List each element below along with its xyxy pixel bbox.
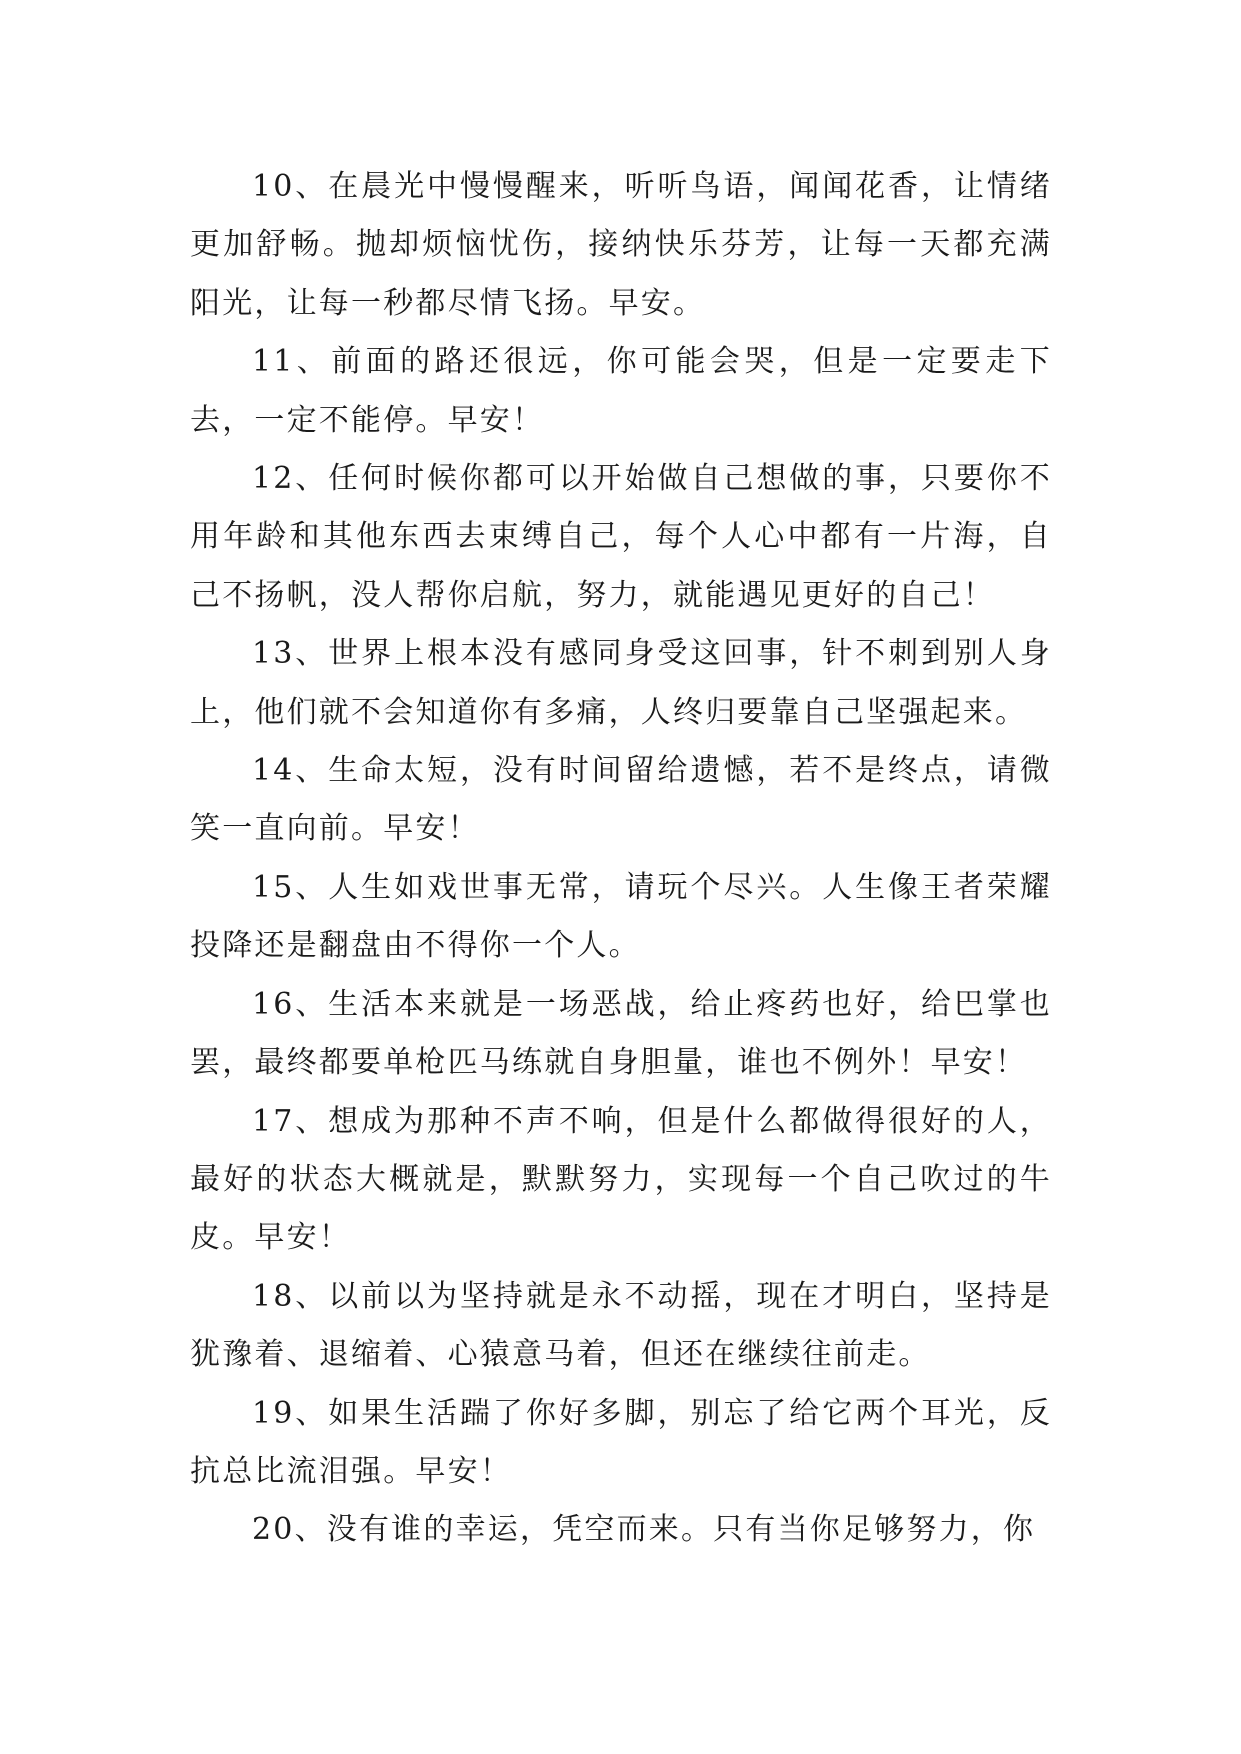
paragraph-11: 11、前面的路还很远，你可能会哭，但是一定要走下去，一定不能停。早安！ xyxy=(190,344,1052,438)
paragraph-14: 14、生命太短，没有时间留给遗憾，若不是终点，请微笑一直向前。早安！ xyxy=(190,753,1052,847)
paragraph-10: 10、在晨光中慢慢醒来，听听鸟语，闻闻花香，让情绪更加舒畅。抛却烦恼忧伤，接纳快乐芬芳，让每一天都充满阳光，让每一秒都尽情飞扬。早安。 xyxy=(190,169,1052,321)
paragraph-12: 12、任何时候你都可以开始做自己想做的事，只要你不用年龄和其他东西去束缚自己，每个人心中都有一片海，自己不扬帆，没人帮你启航，努力，就能遇见更好的自己！ xyxy=(190,461,1052,613)
paragraph-15: 15、人生如戏世事无常，请玩个尽兴。人生像王者荣耀投降还是翻盘由不得你一个人。 xyxy=(190,869,1052,964)
paragraph-20: 20、没有谁的幸运，凭空而来。只有当你足够努力，你 xyxy=(252,1512,1036,1548)
paragraph-19: 19、如果生活踹了你好多脚，别忘了给它两个耳光，反抗总比流泪强。早安！ xyxy=(190,1395,1052,1489)
paragraph-13: 13、世界上根本没有感同身受这回事，针不刺到别人身上，他们就不会知道你有多痛，人终归要靠自己坚强起来。 xyxy=(190,636,1052,730)
paragraph-16: 16、生活本来就是一场恶战，给止疼药也好，给巴掌也罢，最终都要单枪匹马练就自身胆量，谁也不例外！早安！ xyxy=(190,986,1052,1081)
document-body xyxy=(190,158,1052,1560)
paragraph-17: 17、想成为那种不声不响，但是什么都做得很好的人，最好的状态大概就是，默默努力，实现每一个自己吹过的牛皮。早安！ xyxy=(190,1103,1052,1256)
paragraph-18: 18、以前以为坚持就是永不动摇，现在才明白，坚持是犹豫着、退缩着、心猿意马着，但还在继续往前走。 xyxy=(190,1278,1052,1373)
